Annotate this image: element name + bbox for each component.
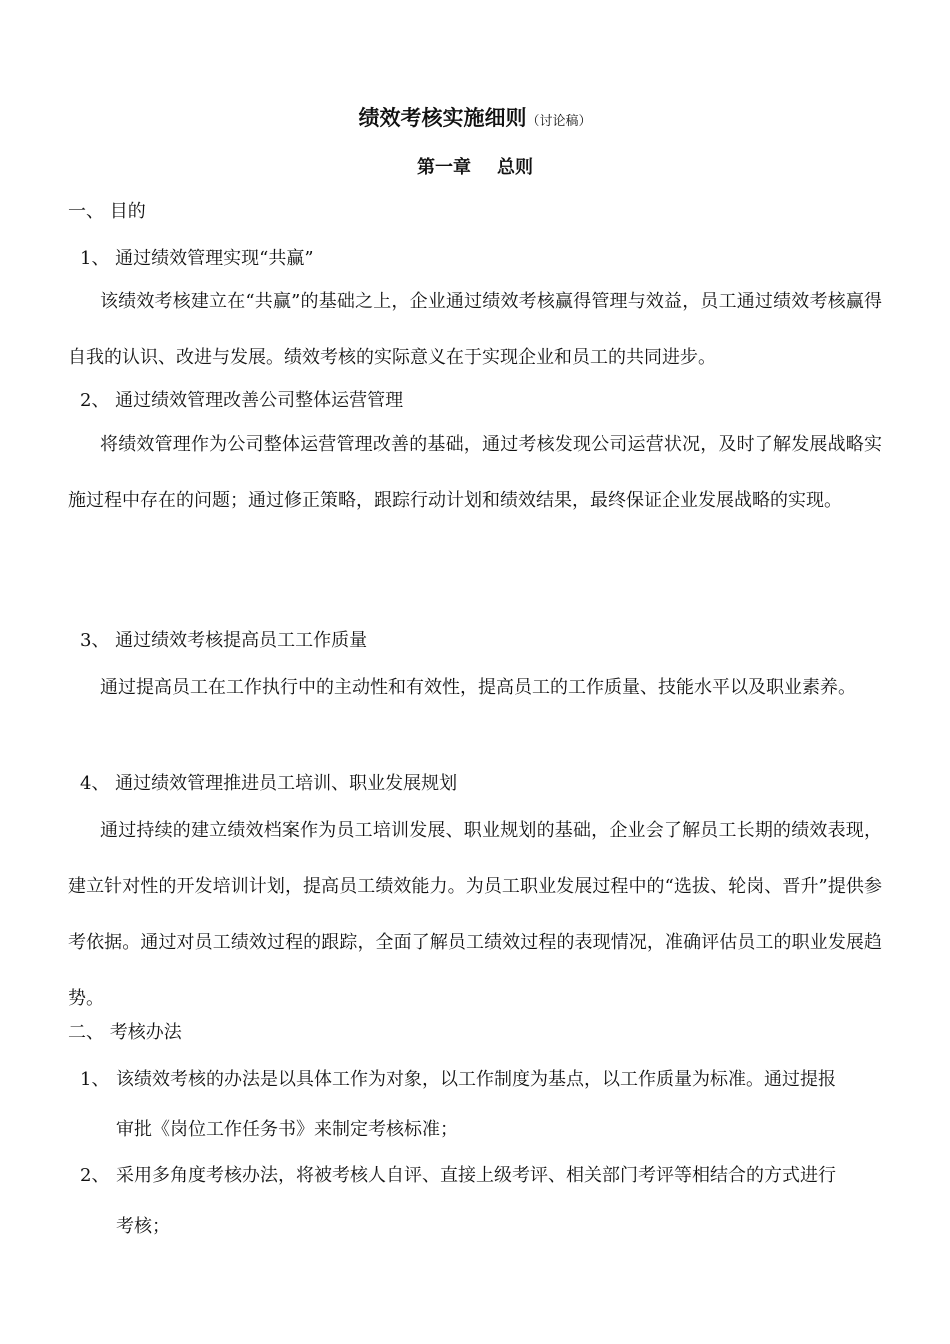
document-title	[0, 106, 950, 134]
section-heading-1: 一、 目的	[68, 201, 146, 222]
item-line-2-2a: 采用多角度考核办法，将被考核人自评、直接上级考评、相关部门考评等相结合的方式进行	[116, 1165, 836, 1186]
chapter-number: 第一章	[417, 157, 471, 178]
item-heading-1-4: 4、 通过绩效管理推进员工培训、职业发展规划	[80, 773, 458, 794]
item-body-1-1: 该绩效考核建立在“共赢”的基础之上，企业通过绩效考核赢得管理与效益，员工通过绩效考核赢得自我的认识、改进与发展。绩效考核的实际意义在于实现企业和员工的共同进步。	[68, 291, 882, 368]
item-line-2-1a: 该绩效考核的办法是以具体工作为对象，以工作制度为基点，以工作质量为标准。通过提报	[116, 1069, 836, 1090]
item-body-1-4: 通过持续的建立绩效档案作为员工培训发展、职业规划的基础，企业会了解员工长期的绩效表现，建立针对性的开发培训计划，提高员工绩效能力。为员工职业发展过程中的“选拔、轮岗、晋升”提供参考依据。通过对员工绩效过程的跟踪，全面了解员工绩效过程的表现情况，准确评估员工的职业发展趋势。	[68, 820, 882, 1009]
section-heading-2: 二、 考核办法	[68, 1022, 182, 1043]
item-line-2-2b: 考核；	[116, 1216, 170, 1237]
item-line-2-1b: 审批《岗位工作任务书》来制定考核标准；	[116, 1119, 458, 1140]
item-heading-1-2: 2、 通过绩效管理改善公司整体运营管理	[80, 390, 404, 411]
item-body-1-2: 将绩效管理作为公司整体运营管理改善的基础，通过考核发现公司运营状况，及时了解发展战略实施过程中存在的问题；通过修正策略，跟踪行动计划和绩效结果，最终保证企业发展战略的实现。	[68, 434, 882, 511]
title-text: 绩效考核实施细则	[358, 105, 527, 130]
item-heading-1-1: 1、 通过绩效管理实现“共赢”	[80, 248, 314, 269]
item-number-2-2: 2、	[80, 1165, 110, 1186]
chapter-heading	[0, 156, 950, 180]
item-body-1-3: 通过提高员工在工作执行中的主动性和有效性，提高员工的工作质量、技能水平以及职业素养。	[100, 677, 856, 698]
item-number-2-1: 1、	[80, 1069, 110, 1090]
title-note: （讨论稿）	[526, 114, 592, 129]
chapter-name: 总则	[497, 157, 533, 178]
item-heading-1-3: 3、 通过绩效考核提高员工工作质量	[80, 630, 368, 651]
